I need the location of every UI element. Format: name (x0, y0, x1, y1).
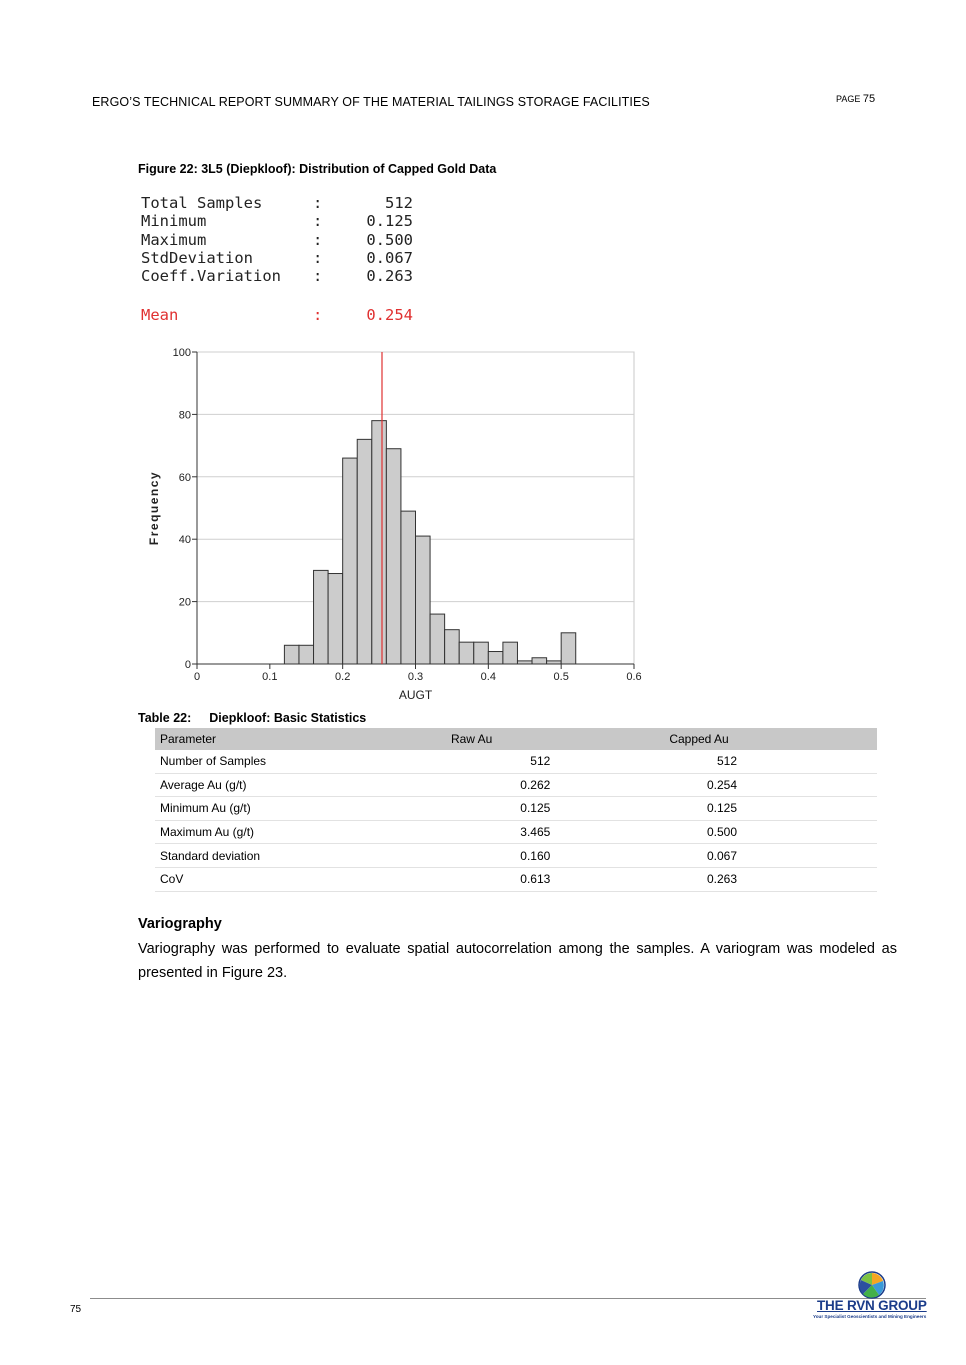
stat-label: Minimum (141, 212, 207, 231)
page-indicator (836, 93, 875, 105)
page-label: PAGE (836, 94, 861, 104)
histogram-bar (314, 570, 329, 664)
stat-value: 512 (385, 194, 413, 212)
cell-parameter: Number of Samples (155, 750, 446, 773)
y-tick-label: 80 (178, 409, 191, 422)
table-row (155, 773, 877, 797)
x-axis-label: AUGT (398, 688, 433, 702)
y-axis-label: Frequency (147, 470, 161, 546)
summary-stats-block (141, 194, 413, 325)
histogram-bar (386, 449, 401, 664)
footer-divider (90, 1298, 926, 1299)
cell-parameter: Average Au (g/t) (155, 773, 446, 797)
stat-value: 0.263 (366, 267, 413, 286)
section-body-paragraph: Variography was performed to evaluate spatial autocorrelation among the samples. A variogram was modeled as presented in Figure 23. (138, 941, 897, 981)
stat-label: Maximum (141, 230, 207, 249)
x-tick-label: 0.3 (407, 671, 424, 683)
histogram-bar (299, 645, 314, 664)
section-heading-variography: Variography (138, 916, 222, 932)
histogram-bar (284, 645, 299, 664)
logo-name: THE RVN GROUP (817, 1298, 927, 1313)
table-row (155, 820, 877, 844)
y-tick-label: 20 (178, 596, 191, 609)
y-tick-label: 60 (178, 471, 191, 484)
table-row (155, 750, 877, 773)
x-tick-label: 0.6 (626, 671, 642, 683)
cell-parameter: Maximum Au (g/t) (155, 820, 446, 844)
figure-caption: Figure 22: 3L5 (Diepkloof): Distribution of Capped Gold Data (138, 162, 497, 176)
page-number: 75 (862, 93, 876, 105)
cell-capped-au: 0.254 (555, 773, 877, 797)
cell-raw-au: 512 (446, 750, 555, 773)
y-tick-label: 40 (178, 534, 191, 547)
x-tick-label: 0.1 (262, 671, 278, 683)
table-row (155, 867, 877, 891)
stat-colon: : (313, 212, 323, 231)
cell-raw-au: 0.160 (446, 844, 555, 868)
histogram-bar (357, 439, 372, 664)
x-tick-label: 0.2 (335, 671, 351, 683)
header-raw-au: Raw Au (446, 728, 555, 750)
histogram-bar (561, 633, 576, 664)
table-caption-title: Diepkloof: Basic Statistics (209, 711, 367, 725)
histogram-bar (328, 574, 343, 664)
cell-parameter: Standard deviation (155, 844, 446, 868)
stat-label: StdDeviation (141, 248, 253, 267)
cell-capped-au: 0.500 (555, 820, 877, 844)
stat-row (141, 249, 413, 267)
stat-label: Total Samples (141, 194, 263, 212)
table-row (155, 844, 877, 868)
x-tick-label: 0 (193, 671, 201, 683)
stat-colon: : (313, 248, 323, 267)
histogram-bar (430, 614, 445, 664)
cell-parameter: Minimum Au (g/t) (155, 797, 446, 821)
stat-value: 0.125 (366, 212, 413, 231)
histogram-bar (503, 642, 518, 664)
stat-colon: : (313, 230, 323, 249)
cell-raw-au: 0.125 (446, 797, 555, 821)
footer-page-number: 75 (70, 1304, 82, 1315)
histogram-bar (343, 458, 358, 664)
histogram-bar (401, 511, 416, 664)
table-row (155, 797, 877, 821)
stat-colon: : (313, 267, 323, 286)
cell-raw-au: 3.465 (446, 820, 555, 844)
stat-row (141, 212, 413, 230)
histogram-bar (459, 642, 474, 664)
y-tick-label: 100 (172, 347, 191, 359)
table-caption-number: Table 22: (138, 711, 192, 725)
cell-capped-au: 0.263 (555, 867, 877, 891)
x-tick-label: 0.4 (480, 671, 496, 683)
stat-row (141, 194, 413, 212)
stat-value: 0.067 (366, 248, 413, 267)
logo-tagline: Your Specialist Geoscientists and Mining Engineers (813, 1314, 927, 1319)
histogram-chart (140, 340, 660, 710)
header-parameter: Parameter (155, 728, 446, 750)
cell-raw-au: 0.613 (446, 867, 555, 891)
histogram-bar (532, 658, 547, 664)
cell-capped-au: 0.067 (555, 844, 877, 868)
table-header-row (155, 728, 877, 750)
y-tick-label: 0 (184, 659, 191, 671)
stat-label: Coeff.Variation (141, 267, 281, 286)
stat-value: 0.500 (366, 230, 413, 249)
basic-statistics-table (155, 728, 877, 892)
histogram-bar (372, 421, 387, 664)
histogram-bar (445, 630, 460, 664)
histogram-bar (488, 652, 503, 664)
stat-row (141, 231, 413, 249)
report-header-title: ERGO’S TECHNICAL REPORT SUMMARY OF THE MATERIAL TAILINGS STORAGE FACILITIES (92, 95, 650, 109)
histogram-bar (474, 642, 489, 664)
mean-value: 0.254 (366, 306, 413, 325)
mean-colon: : (313, 306, 323, 325)
histogram-bar (416, 536, 431, 664)
x-tick-label: 0.5 (553, 671, 569, 683)
mean-row (141, 306, 413, 324)
header-capped-au: Capped Au (555, 728, 877, 750)
table-caption (138, 711, 366, 725)
stat-colon: : (313, 194, 323, 212)
rvn-pie-logo-icon (857, 1270, 887, 1300)
cell-capped-au: 512 (555, 750, 877, 773)
rvn-group-logo (812, 1268, 932, 1324)
cell-parameter: CoV (155, 867, 446, 891)
mean-label: Mean (141, 306, 179, 325)
cell-raw-au: 0.262 (446, 773, 555, 797)
histogram-svg (140, 340, 660, 710)
stat-row (141, 267, 413, 285)
cell-capped-au: 0.125 (555, 797, 877, 821)
